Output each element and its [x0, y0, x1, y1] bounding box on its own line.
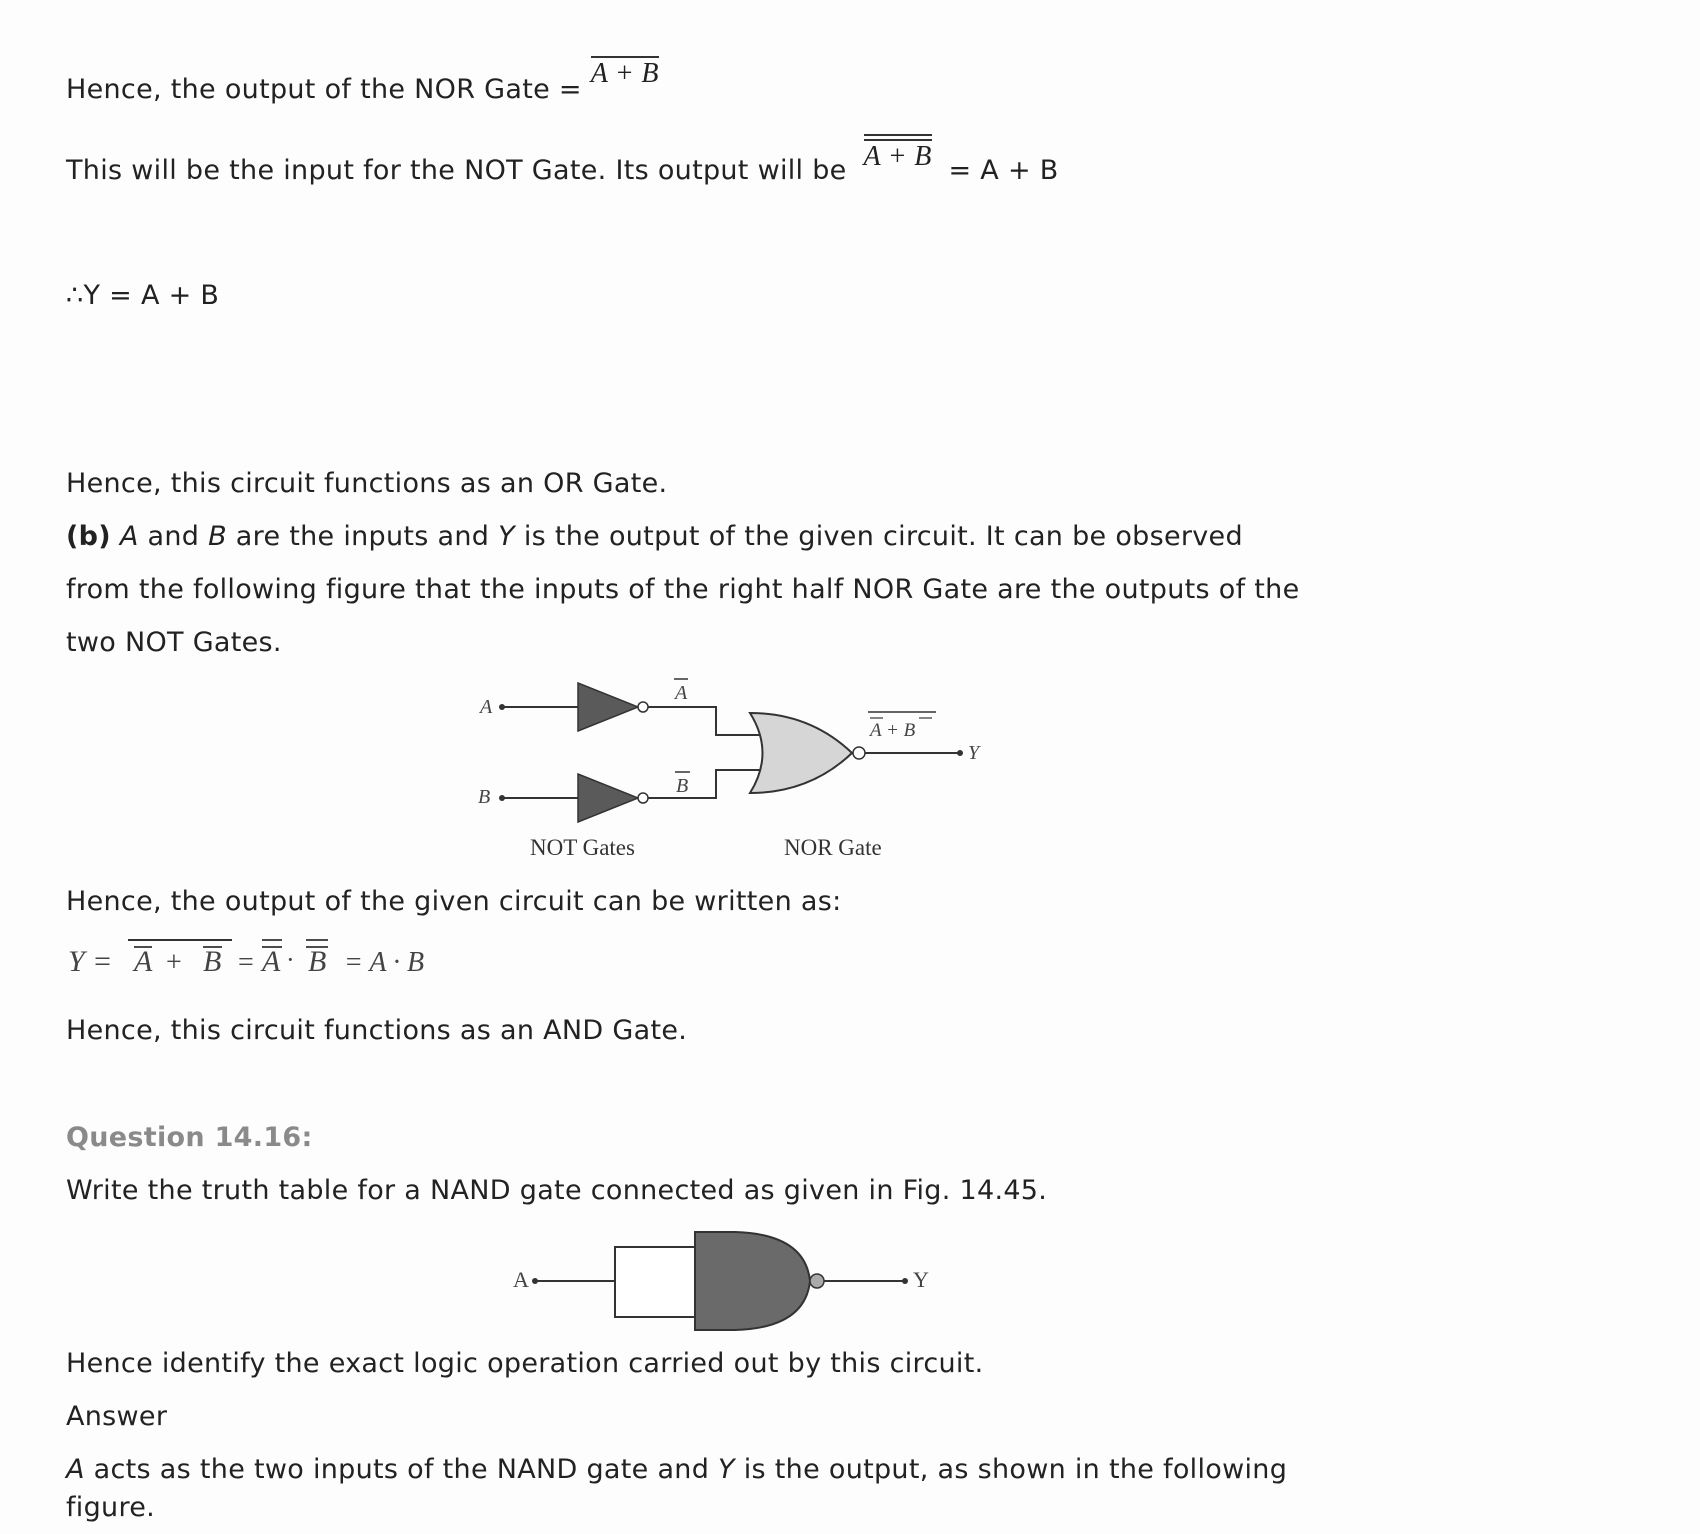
- eq-result: = A · B: [344, 947, 425, 978]
- not-gate-b: [578, 774, 638, 822]
- not-input-text: This will be the input for the NOT Gate. Its output will be: [66, 155, 847, 186]
- part-b-text-1: are the inputs and: [235, 521, 490, 552]
- answer-text-2: is the output, as shown in the following: [743, 1454, 1288, 1485]
- not-gate-b-bubble: [638, 793, 648, 803]
- output-y-label: Y: [968, 742, 980, 764]
- nand-gate: [695, 1232, 810, 1330]
- question-text: Write the truth table for a NAND gate connected as given in Fig. 14.45.: [66, 1175, 1048, 1206]
- nand-gate-bubble: [810, 1274, 824, 1288]
- answer-label: Answer: [66, 1401, 168, 1432]
- part-b-line2: from the following figure that the inputs of the right half NOR Gate are the outputs of the: [66, 574, 1300, 605]
- not-gate-a-bubble: [638, 702, 648, 712]
- nor-output-expr: A + B: [590, 58, 659, 89]
- eq-plus: +: [166, 947, 182, 978]
- or-conclusion: Hence, this circuit functions as an OR Gate.: [66, 468, 668, 499]
- part-b-text-2: is the output of the given circuit. It can be observed: [523, 521, 1243, 552]
- answer-line2: figure.: [66, 1492, 156, 1523]
- eq-a2: A: [262, 945, 281, 978]
- nor-output-prefix: Hence, the output of the NOR Gate =: [66, 74, 582, 105]
- eq-dot: ·: [286, 945, 295, 974]
- answer-var-y: Y: [718, 1454, 735, 1485]
- part-b-line1: [66, 519, 1243, 555]
- not-gate-a: [578, 683, 638, 731]
- answer-text-1: acts as the two inputs of the NAND gate and: [93, 1454, 710, 1485]
- fig2-input-a-label: A: [513, 1267, 529, 1292]
- output-equation: [66, 932, 486, 982]
- caption-not-gates: NOT Gates: [530, 835, 635, 860]
- fig2-output-terminal: [902, 1278, 908, 1284]
- nor-gate-bubble: [853, 747, 865, 759]
- word-and: and: [147, 521, 200, 552]
- not-output-expr: A + B: [863, 141, 932, 172]
- caption-nor-gate: NOR Gate: [784, 835, 882, 860]
- not-output-result: = A + B: [948, 155, 1059, 186]
- input-b-label: B: [478, 786, 491, 808]
- var-b: B: [208, 521, 227, 552]
- output-terminal: [957, 750, 963, 756]
- eq-y: Y =: [68, 945, 113, 978]
- answer-line1: [66, 1452, 1287, 1488]
- answer-var-a: A: [66, 1454, 85, 1485]
- identify-text: Hence identify the exact logic operation carried out by this circuit.: [66, 1348, 984, 1379]
- fig2-output-y-label: Y: [913, 1267, 929, 1292]
- nand-circuit-diagram: [505, 1222, 965, 1342]
- not-input-line: [66, 141, 1059, 189]
- input-a-label: A: [480, 696, 493, 718]
- double-overline: [864, 134, 932, 175]
- not-nor-circuit-diagram: [470, 665, 990, 865]
- not-a-label: A: [675, 682, 688, 704]
- tied-inputs-box: [615, 1247, 700, 1317]
- eq-b2: B: [308, 945, 327, 978]
- eq-a1: A: [134, 945, 153, 978]
- var-y: Y: [498, 521, 515, 552]
- question-title: Question 14.16:: [66, 1122, 313, 1153]
- not-b-label: B: [676, 775, 689, 797]
- and-conclusion: Hence, this circuit functions as an AND Gate.: [66, 1015, 688, 1046]
- eq-equals: =: [238, 947, 254, 978]
- wire-not-b-out: [648, 770, 760, 798]
- part-b-label: (b): [66, 521, 111, 552]
- output-text: Hence, the output of the given circuit can be written as:: [66, 886, 842, 917]
- part-b-line3: two NOT Gates.: [66, 627, 282, 658]
- therefore-line: ∴Y = A + B: [66, 280, 220, 311]
- nor-output-label: A + B: [870, 720, 916, 741]
- var-a: A: [119, 521, 139, 552]
- nor-gate: [750, 713, 852, 793]
- eq-b1: B: [203, 945, 222, 978]
- wire-not-a-out: [648, 707, 760, 735]
- nor-output-line: [66, 58, 659, 108]
